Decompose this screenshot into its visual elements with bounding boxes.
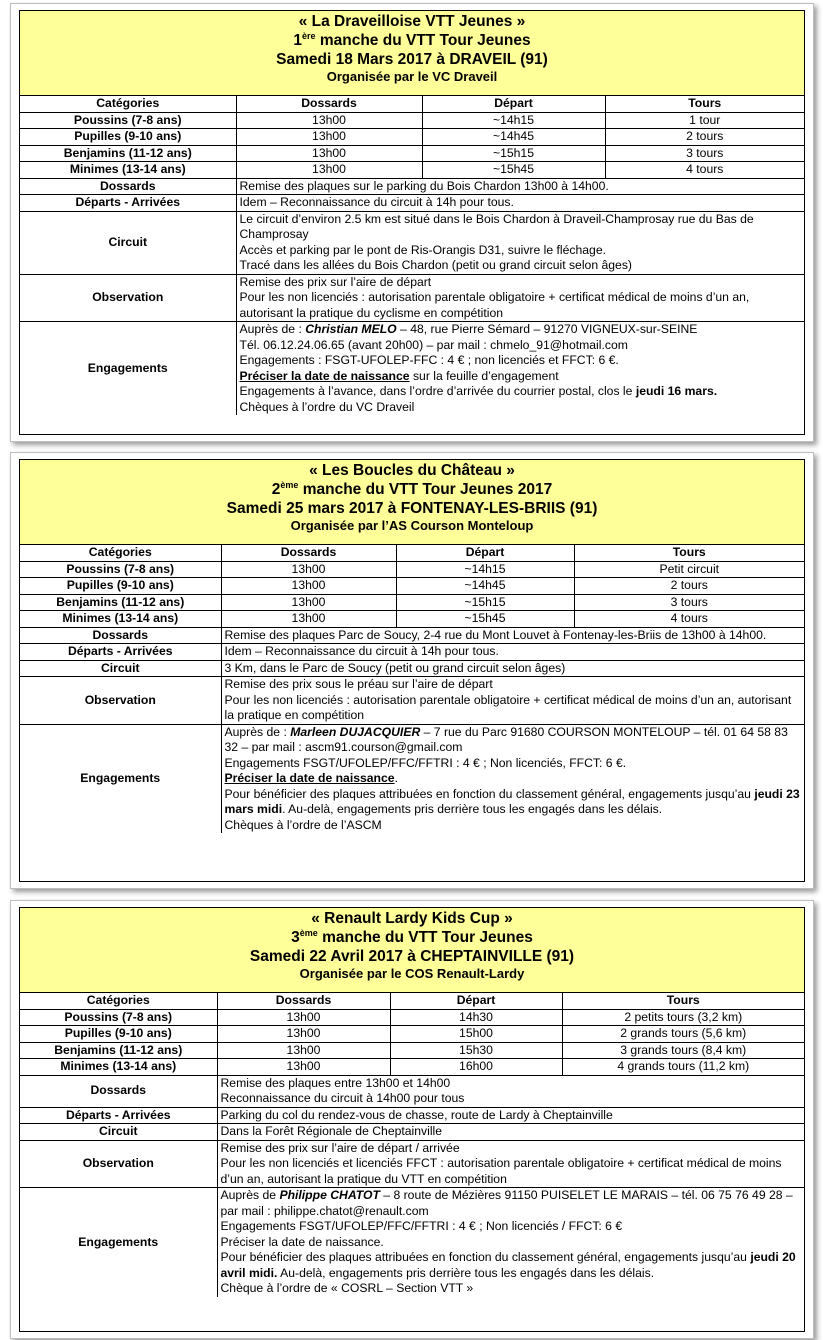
row-label: Circuit	[20, 1124, 217, 1141]
dossards-row	[20, 627, 804, 644]
col-header: Départ	[390, 993, 562, 1009]
col-header: Départ	[422, 96, 605, 112]
engagements-row	[20, 1188, 804, 1297]
tours-cell: 4 tours	[574, 611, 804, 628]
tours-cell: 2 tours	[605, 129, 804, 146]
dossard-time: 13h00	[236, 145, 422, 162]
event-table-2	[20, 545, 804, 833]
category-cell: Poussins (7-8 ans)	[20, 112, 236, 129]
table-header-row	[20, 993, 804, 1009]
departs-row	[20, 644, 804, 661]
observation-text: Remise des prix sous le préau sur l’aire de départ Pour les non licenciés : autorisation parentale obligatoire + certificat médical de moins d’un an, autorisant la pratique en compétition	[221, 677, 804, 725]
row-label: Engagements	[20, 724, 221, 833]
dossards-text: Remise des plaques Parc de Soucy, 2-4 rue du Mont Louvet à Fontenay-les-Briis de 13h00 à 14h00.	[221, 627, 804, 644]
table-row	[20, 1009, 804, 1026]
event-date: Samedi 18 Mars 2017 à DRAVEIL (91)	[276, 51, 548, 68]
depart-time: 15h00	[390, 1026, 562, 1043]
event-header-1	[20, 11, 804, 96]
dossard-time: 13h00	[217, 1059, 390, 1076]
circuit-row	[20, 660, 804, 677]
event-box-1	[19, 10, 805, 435]
col-header: Dossards	[236, 96, 422, 112]
event-title: « Les Boucles du Château »	[309, 462, 515, 479]
row-label: Observation	[20, 274, 236, 322]
tours-cell: 2 petits tours (3,2 km)	[562, 1009, 804, 1026]
row-label: Dossards	[20, 1075, 217, 1107]
category-cell: Pupilles (9-10 ans)	[20, 1026, 217, 1043]
observation-row	[20, 274, 804, 322]
departs-row	[20, 195, 804, 212]
row-label: Circuit	[20, 660, 221, 677]
col-header: Départ	[396, 545, 574, 561]
row-label: Engagements	[20, 322, 236, 416]
event-organizer: Organisée par l’AS Courson Monteloup	[290, 518, 534, 533]
category-cell: Benjamins (11-12 ans)	[20, 1042, 217, 1059]
depart-time: ~14h15	[422, 112, 605, 129]
dossard-time: 13h00	[236, 162, 422, 179]
event-table-3	[20, 993, 804, 1297]
observation-text: Remise des prix sur l’aire de départ Pour les non licenciés : autorisation parentale obligatoire + certificat médical de moins d’un an, autorisant la pratique du cyclisme en compétition	[236, 274, 804, 322]
row-label: Observation	[20, 677, 221, 725]
event-manche: 1ère manche du VTT Tour Jeunes	[293, 31, 531, 49]
table-row	[20, 112, 804, 129]
event-table-1	[20, 96, 804, 415]
event-title: « La Draveilloise VTT Jeunes »	[298, 13, 526, 30]
depart-time: ~14h45	[422, 129, 605, 146]
row-label: Engagements	[20, 1188, 217, 1297]
category-cell: Poussins (7-8 ans)	[20, 1009, 217, 1026]
depart-time: 15h30	[390, 1042, 562, 1059]
engagements-text: Auprès de : Christian MELO – 48, rue Pierre Sémard – 91270 VIGNEUX-sur-SEINE Tél. 06.12.24.06.65 (avant 20h00) – par mail : chmelo_91@hotmail.com Engagements : FSGT-UFOLEP-FFC : 4 € ; non licenciés et FFCT: 6 €. Préciser la date de naissance sur la feuille d’engagement Engagements à l’avance, dans l’ordre d’arrivée du courrier postal, clos le jeudi 16 mars. Chèques à l’ordre du VC Draveil	[236, 322, 804, 416]
departs-row	[20, 1107, 804, 1124]
col-header: Catégories	[20, 993, 217, 1009]
col-header: Catégories	[20, 96, 236, 112]
event-manche: 2ème manche du VTT Tour Jeunes 2017	[271, 480, 553, 498]
table-header-row	[20, 545, 804, 561]
table-row	[20, 578, 804, 595]
observation-text: Remise des prix sur l’aire de départ / arrivée Pour les non licenciés et licenciés FFCT : autorisation parentale obligatoire + certificat médical de moins d’un an, autorisant la pratique du VTT en compétition	[217, 1140, 804, 1188]
engagements-row	[20, 322, 804, 416]
event-title: « Renault Lardy Kids Cup »	[311, 910, 513, 927]
row-label: Circuit	[20, 211, 236, 274]
tours-cell: 3 grands tours (8,4 km)	[562, 1042, 804, 1059]
circuit-row	[20, 211, 804, 274]
category-cell: Minimes (13-14 ans)	[20, 1059, 217, 1076]
dossard-time: 13h00	[217, 1009, 390, 1026]
depart-time: ~15h45	[422, 162, 605, 179]
engagements-text: Auprès de : Marleen DUJACQUIER – 7 rue du Parc 91680 COURSON MONTELOUP – tél. 01 64 58 83 32 – par mail : ascm91.courson@gmail.com Engagements FSGT/UFOLEP/FFC/FFTRI : 4 € ; Non licenciés, FFCT: 6 €. Préciser la date de naissance. Pour bénéficier des plaques attribuées en fonction du classement général, engagements jusqu’au jeudi 23 mars midi. Au-delà, engagements pris derrière tous les engagés dans les délais. Chèques à l’ordre de l’ASCM	[221, 724, 804, 833]
circuit-row	[20, 1124, 804, 1141]
category-cell: Pupilles (9-10 ans)	[20, 129, 236, 146]
dossard-time: 13h00	[217, 1026, 390, 1043]
row-label: Départs - Arrivées	[20, 195, 236, 212]
dossards-row	[20, 1075, 804, 1107]
event-header-2	[20, 460, 804, 545]
circuit-text: Dans la Forêt Régionale de Cheptainville	[217, 1124, 804, 1141]
dossards-text: Remise des plaques sur le parking du Bois Chardon 13h00 à 14h00.	[236, 178, 804, 195]
event-card-1	[10, 3, 814, 442]
dossard-time: 13h00	[217, 1042, 390, 1059]
col-header: Dossards	[221, 545, 396, 561]
departs-text: Parking du col du rendez-vous de chasse, route de Lardy à Cheptainville	[217, 1107, 804, 1124]
table-header-row	[20, 96, 804, 112]
dossard-time: 13h00	[221, 561, 396, 578]
category-cell: Poussins (7-8 ans)	[20, 561, 221, 578]
tours-cell: 1 tour	[605, 112, 804, 129]
category-cell: Pupilles (9-10 ans)	[20, 578, 221, 595]
depart-time: ~15h45	[396, 611, 574, 628]
engagements-row	[20, 724, 804, 833]
table-row	[20, 561, 804, 578]
row-label: Dossards	[20, 627, 221, 644]
tours-cell: 2 grands tours (5,6 km)	[562, 1026, 804, 1043]
tours-cell: 4 tours	[605, 162, 804, 179]
engagements-text: Auprès de Philippe CHATOT – 8 route de Mézières 91150 PUISELET LE MARAIS – tél. 06 75 76 49 28 – par mail : philippe.chatot@renault.com Engagements FSGT/UFOLEP/FFC/FFTRI : 4 € ; Non licenciés / FFCT: 6 € Préciser la date de naissance. Pour bénéficier des plaques attribuées en fonction du classement général, engagements jusqu’au jeudi 20 avril midi. Au-delà, engagements pris derrière tous les engagés dans les délais. Chèque à l’ordre de « COSRL – Section VTT »	[217, 1188, 804, 1297]
depart-time: ~14h45	[396, 578, 574, 595]
category-cell: Benjamins (11-12 ans)	[20, 594, 221, 611]
depart-time: ~14h15	[396, 561, 574, 578]
event-manche: 3ème manche du VTT Tour Jeunes	[291, 928, 533, 946]
category-cell: Minimes (13-14 ans)	[20, 162, 236, 179]
circuit-text: Le circuit d’environ 2.5 km est situé dans le Bois Chardon à Draveil-Champrosay rue du Bas de Champrosay Accès et parking par le pont de Ris-Orangis D31, suivre le fléchage. Tracé dans les allées du Bois Chardon (petit ou grand circuit selon âges)	[236, 211, 804, 274]
row-label: Départs - Arrivées	[20, 1107, 217, 1124]
tours-cell: 2 tours	[574, 578, 804, 595]
event-header-3	[20, 908, 804, 993]
table-row	[20, 1042, 804, 1059]
row-label: Dossards	[20, 178, 236, 195]
row-label: Observation	[20, 1140, 217, 1188]
col-header: Tours	[574, 545, 804, 561]
dossard-time: 13h00	[221, 578, 396, 595]
row-label: Départs - Arrivées	[20, 644, 221, 661]
col-header: Tours	[562, 993, 804, 1009]
depart-time: ~15h15	[422, 145, 605, 162]
dossard-time: 13h00	[236, 129, 422, 146]
dossard-time: 13h00	[221, 594, 396, 611]
tours-cell: 3 tours	[574, 594, 804, 611]
event-box-3	[19, 907, 805, 1332]
event-box-2	[19, 459, 805, 882]
category-cell: Benjamins (11-12 ans)	[20, 145, 236, 162]
depart-time: ~15h15	[396, 594, 574, 611]
dossards-text: Remise des plaques entre 13h00 et 14h00 Reconnaissance du circuit à 14h00 pour tous	[217, 1075, 804, 1107]
table-row	[20, 594, 804, 611]
col-header: Tours	[605, 96, 804, 112]
col-header: Catégories	[20, 545, 221, 561]
departs-text: Idem – Reconnaissance du circuit à 14h pour tous.	[236, 195, 804, 212]
depart-time: 16h00	[390, 1059, 562, 1076]
event-organizer: Organisée par le VC Draveil	[326, 69, 498, 84]
event-card-3	[10, 900, 814, 1339]
dossard-time: 13h00	[221, 611, 396, 628]
table-row	[20, 1026, 804, 1043]
col-header: Dossards	[217, 993, 390, 1009]
category-cell: Minimes (13-14 ans)	[20, 611, 221, 628]
event-card-2	[10, 452, 814, 889]
table-row	[20, 162, 804, 179]
event-date: Samedi 22 Avril 2017 à CHEPTAINVILLE (91)	[249, 948, 575, 965]
observation-row	[20, 677, 804, 725]
depart-time: 14h30	[390, 1009, 562, 1026]
tours-cell: 3 tours	[605, 145, 804, 162]
observation-row	[20, 1140, 804, 1188]
dossards-row	[20, 178, 804, 195]
event-date: Samedi 25 mars 2017 à FONTENAY-LES-BRIIS (91)	[226, 500, 598, 517]
tours-cell: Petit circuit	[574, 561, 804, 578]
departs-text: Idem – Reconnaissance du circuit à 14h pour tous.	[221, 644, 804, 661]
table-row	[20, 1059, 804, 1076]
event-organizer: Organisée par le COS Renault-Lardy	[299, 966, 525, 981]
table-row	[20, 129, 804, 146]
table-row	[20, 611, 804, 628]
table-row	[20, 145, 804, 162]
circuit-text: 3 Km, dans le Parc de Soucy (petit ou grand circuit selon âges)	[221, 660, 804, 677]
dossard-time: 13h00	[236, 112, 422, 129]
tours-cell: 4 grands tours (11,2 km)	[562, 1059, 804, 1076]
